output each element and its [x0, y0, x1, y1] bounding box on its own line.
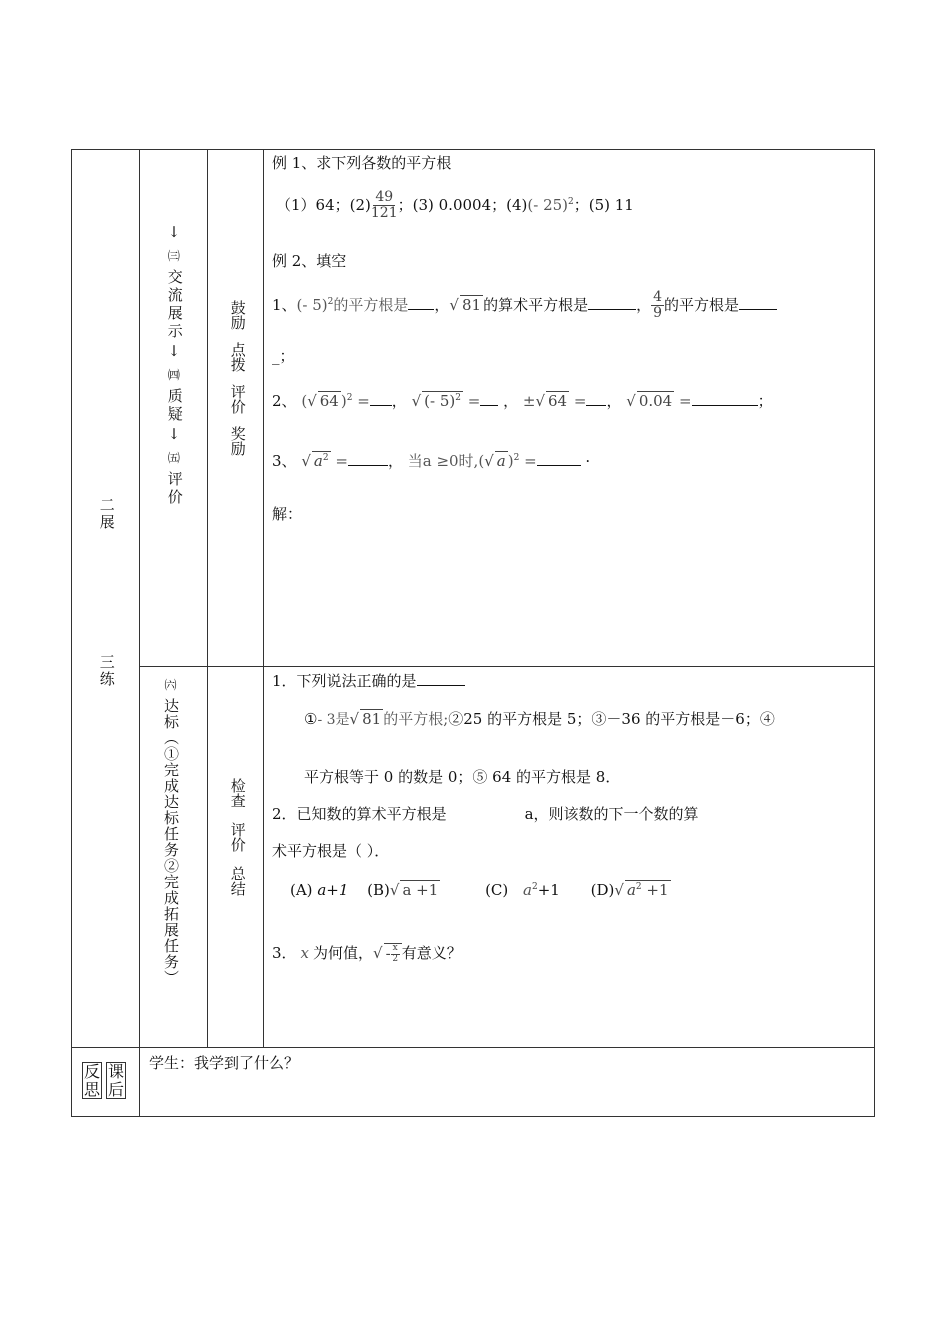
answer-blank[interactable]: [348, 465, 388, 466]
fraction-4-9: $\frac{4}{9}$: [653, 289, 663, 322]
process-steps-upper: ↓ ㈢ 交流展示 ↓ ㈣ 质疑 ↓ ㈤ 评价: [165, 223, 184, 508]
option-c[interactable]: (C) $a^2+1$: [485, 881, 560, 899]
answer-blank[interactable]: [739, 309, 777, 310]
practice-2-line-2: 术平方根是（ ）．: [272, 842, 390, 860]
practice-1-title: 1．下列说法正确的是: [272, 670, 465, 691]
answer-blank[interactable]: [480, 405, 498, 406]
row-divider-footer: [71, 1047, 875, 1048]
teacher-actions-upper: 鼓励 点拨 评价 奖励: [228, 300, 247, 456]
fill-question-1-tail: _；: [272, 347, 295, 365]
process-steps-lower: ㈥ 达标（①完成达标任务②完成拓展任务）: [162, 678, 180, 987]
answer-blank[interactable]: [408, 309, 434, 310]
practice-2-line-1: 2．已知数的算术平方根是 a，则该数的下一个数的算: [272, 805, 699, 823]
stage-label-lian: 三练: [97, 654, 116, 688]
solution-label: 解：: [272, 505, 303, 523]
col-divider-1: [139, 149, 140, 1117]
table-border-right: [874, 149, 875, 1117]
example-2-title: 例 2、填空: [272, 252, 347, 270]
fill-question-2: 2、 (√ 64 )$^2$ = ， √ (- 5)$^2$ = ， ±√ 64 = ， √ 0.04 = ；: [272, 392, 773, 410]
practice-3: 3． x 为何值，√ - $\frac{x}{2}$ 有意义？: [272, 942, 462, 964]
arrow-down-icon: ↓: [167, 342, 181, 361]
row-divider-mid: [139, 666, 875, 667]
practice-1-line-2: 平方根等于 0 的数是 0；⑤ 64 的平方根是 8．: [304, 768, 621, 786]
stage-label-zhan: 二展: [97, 497, 116, 531]
option-a[interactable]: (A) a+1: [290, 881, 349, 899]
arrow-down-icon: ↓: [167, 425, 181, 444]
practice-2-options: [290, 880, 671, 899]
reflection-label: [82, 1062, 126, 1099]
table-border-top: [71, 149, 875, 150]
col-divider-3: [263, 149, 264, 1047]
fill-question-1: 1、(- 5)$^2$的平方根是 ，√ 81 的算术平方根是 ， $\frac{4}{9}$ 的平方根是: [272, 290, 777, 322]
col-divider-2: [207, 149, 208, 1047]
answer-blank[interactable]: [588, 309, 636, 310]
teacher-actions-lower: 检查 评价 总结: [228, 778, 247, 896]
answer-blank[interactable]: [370, 405, 392, 406]
answer-blank[interactable]: [537, 465, 581, 466]
example-1-title: 例 1、求下列各数的平方根: [272, 154, 452, 172]
table-border-bottom: [71, 1116, 875, 1117]
arrow-down-icon: ↓: [167, 223, 181, 241]
fill-question-3: 3、 √ $a^2$ = ， 当a ≥0时,(√ a )$^2$ = ·: [272, 452, 591, 470]
kehou-box: 课 后: [108, 1062, 125, 1099]
example-1-items: （1）64；(2) $\frac{49}{121}$ ；(3) 0.0004；(4)(- 25)$^2$；(5) 11: [276, 189, 634, 222]
table-border-left: [71, 149, 72, 1117]
answer-blank[interactable]: [692, 405, 758, 406]
answer-blank[interactable]: [417, 685, 465, 686]
option-b[interactable]: (B)√ a +1: [367, 881, 439, 899]
student-reflection-prompt: 学生：我学到了什么？: [149, 1054, 300, 1072]
fraction-49-121: $\frac{49}{121}$: [370, 189, 398, 222]
practice-1-line-1: ①- 3是√ 81 的平方根;②25 的平方根是 5；③－36 的平方根是－6；④: [304, 710, 775, 728]
answer-blank[interactable]: [586, 405, 606, 406]
option-d[interactable]: (D)√ $a^2 +1$: [590, 881, 669, 899]
fansi-box: 反 思: [84, 1062, 101, 1099]
